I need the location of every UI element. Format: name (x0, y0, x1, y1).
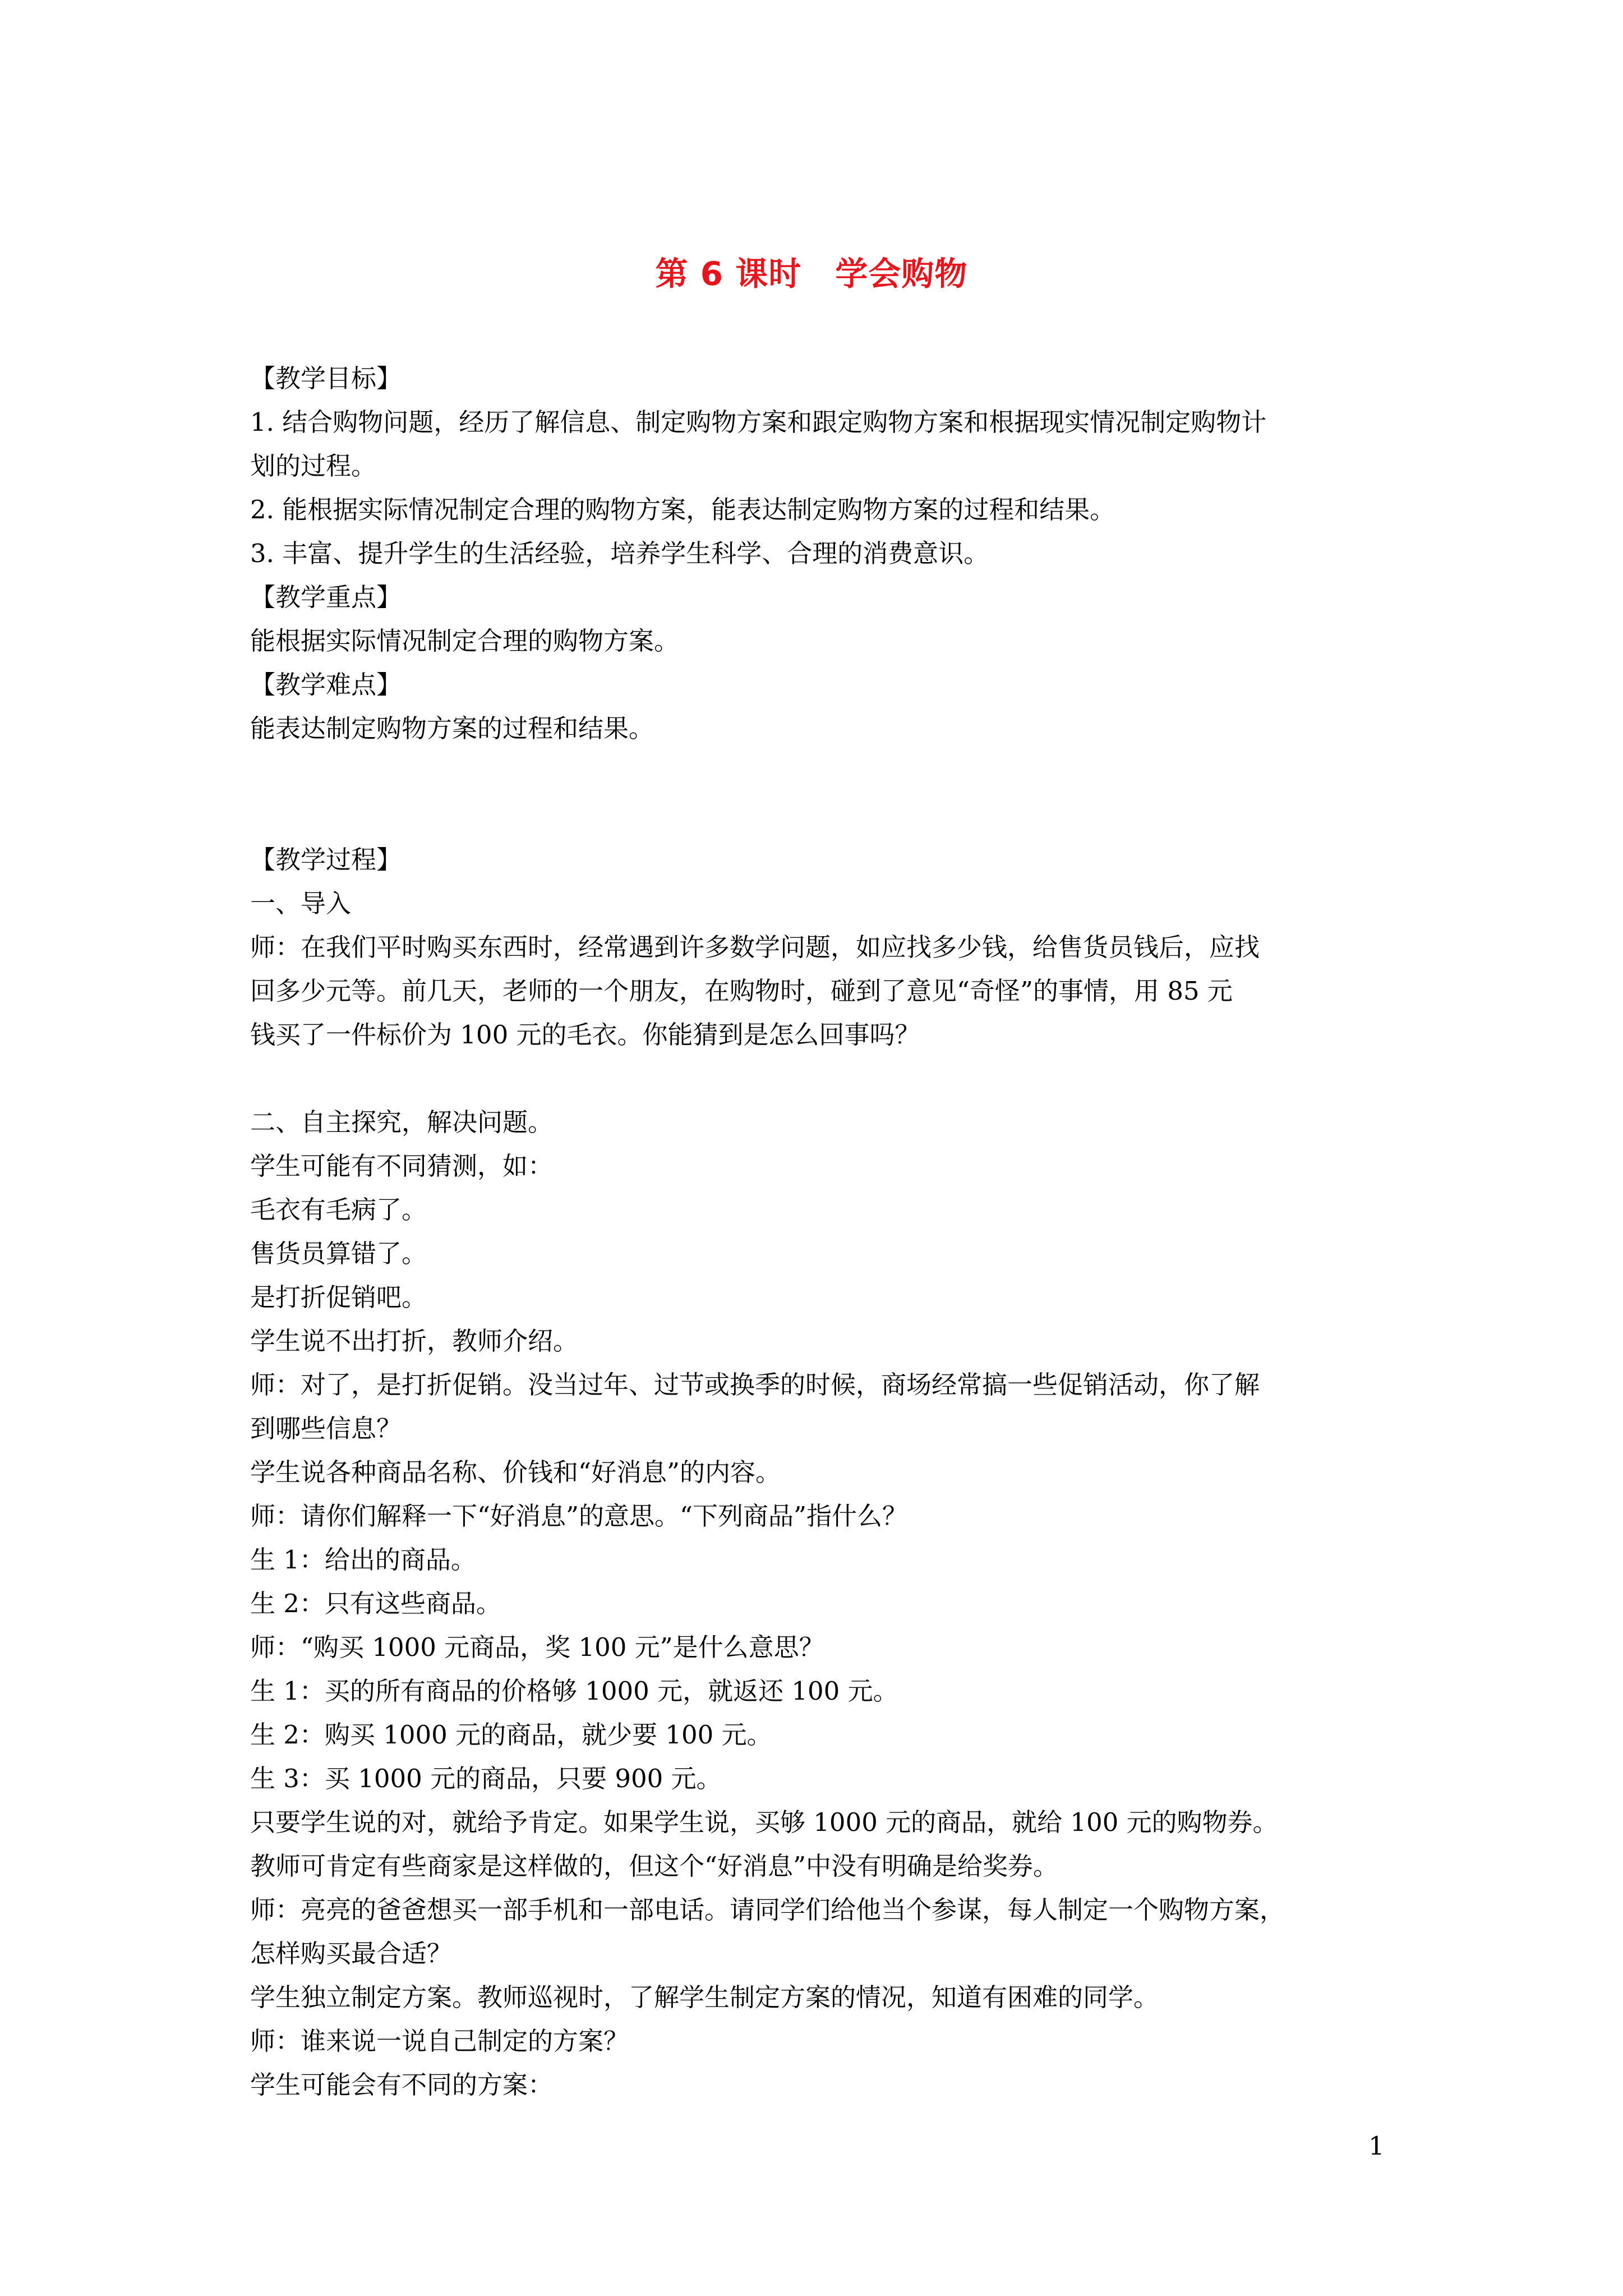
body-line: 师：对了，是打折促销。没当过年、过节或换季的时候，商场经常搞一些促销活动，你了解 (250, 1370, 1260, 1400)
body-line: 学生说各种商品名称、价钱和“好消息”的内容。 (250, 1457, 781, 1487)
section-heading-difficulties: 【教学难点】 (250, 670, 402, 700)
section-heading-key-points: 【教学重点】 (250, 582, 402, 612)
body-line: 是打折促销吧。 (250, 1282, 427, 1312)
body-line: 学生可能会有不同的方案： (250, 2070, 554, 2100)
lesson-title-number: 第 6 课时 (655, 255, 802, 293)
difficulty-text: 能表达制定购物方案的过程和结果。 (250, 714, 654, 743)
intro-paragraph-line-2: 回多少元等。前几天，老师的一个朋友，在购物时，碰到了意见“奇怪”的事情，用 85 元 (250, 976, 1233, 1006)
body-line: 毛衣有毛病了。 (250, 1195, 427, 1225)
intro-paragraph-line-3: 钱买了一件标价为 100 元的毛衣。你能猜到是怎么回事吗？ (250, 1020, 920, 1050)
body-line: 师：“购买 1000 元商品，奖 100 元”是什么意思？ (250, 1632, 824, 1662)
page-number: 1 (1368, 2131, 1385, 2161)
paragraph-spacer (250, 751, 1377, 838)
section-heading-process: 【教学过程】 (250, 845, 402, 875)
body-line: 只要学生说的对，就给予肯定。如果学生说，买够 1000 元的商品，就给 100 元的购物券。 (250, 1807, 1278, 1837)
body-line: 学生说不出打折，教师介绍。 (250, 1326, 579, 1356)
body-line: 生 1：买的所有商品的价格够 1000 元，就返还 100 元。 (250, 1676, 898, 1706)
subsection-intro: 一、导入 (250, 889, 352, 918)
section-heading-objectives: 【教学目标】 (250, 364, 402, 393)
objective-3: 3. 丰富、提升学生的生活经验，培养学生科学、合理的消费意识。 (250, 539, 989, 568)
objective-2: 2. 能根据实际情况制定合理的购物方案，能表达制定购物方案的过程和结果。 (250, 495, 1115, 524)
body-line: 怎样购买最合适？ (250, 1939, 453, 1968)
key-point-text: 能根据实际情况制定合理的购物方案。 (250, 626, 680, 656)
lesson-title-topic: 学会购物 (835, 255, 968, 293)
subsection-explore: 二、自主探究，解决问题。 (250, 1107, 554, 1137)
objective-1-line-2: 划的过程。 (250, 451, 377, 481)
body-line: 学生独立制定方案。教师巡视时，了解学生制定方案的情况，知道有困难的同学。 (250, 1982, 1159, 2012)
body-line: 师：谁来说一说自己制定的方案？ (250, 2026, 629, 2056)
body-line: 生 1：给出的商品。 (250, 1545, 476, 1575)
body-line: 师：亮亮的爸爸想买一部手机和一部电话。请同学们给他当个参谋，每人制定一个购物方案， (250, 1895, 1285, 1925)
body-line: 售货员算错了。 (250, 1239, 427, 1268)
lesson-title (0, 251, 1623, 296)
lesson-body (250, 357, 1377, 2107)
body-line: 教师可肯定有些商家是这样做的，但这个“好消息”中没有明确是给奖券。 (250, 1851, 1059, 1881)
objective-1-line-1: 1. 结合购物问题，经历了解信息、制定购物方案和跟定购物方案和根据现实情况制定购物计 (250, 407, 1267, 437)
intro-paragraph-line-1: 师：在我们平时购买东西时，经常遇到许多数学问题，如应找多少钱，给售货员钱后，应找 (250, 932, 1260, 962)
paragraph-spacer (250, 1057, 1377, 1101)
body-line: 师：请你们解释一下“好消息”的意思。“下列商品”指什么？ (250, 1501, 908, 1531)
body-line: 到哪些信息？ (250, 1414, 402, 1443)
body-line: 学生可能有不同猜测，如： (250, 1151, 554, 1181)
body-line: 生 3：买 1000 元的商品，只要 900 元。 (250, 1764, 722, 1793)
body-line: 生 2：购买 1000 元的商品，就少要 100 元。 (250, 1720, 772, 1750)
body-line: 生 2：只有这些商品。 (250, 1589, 501, 1618)
